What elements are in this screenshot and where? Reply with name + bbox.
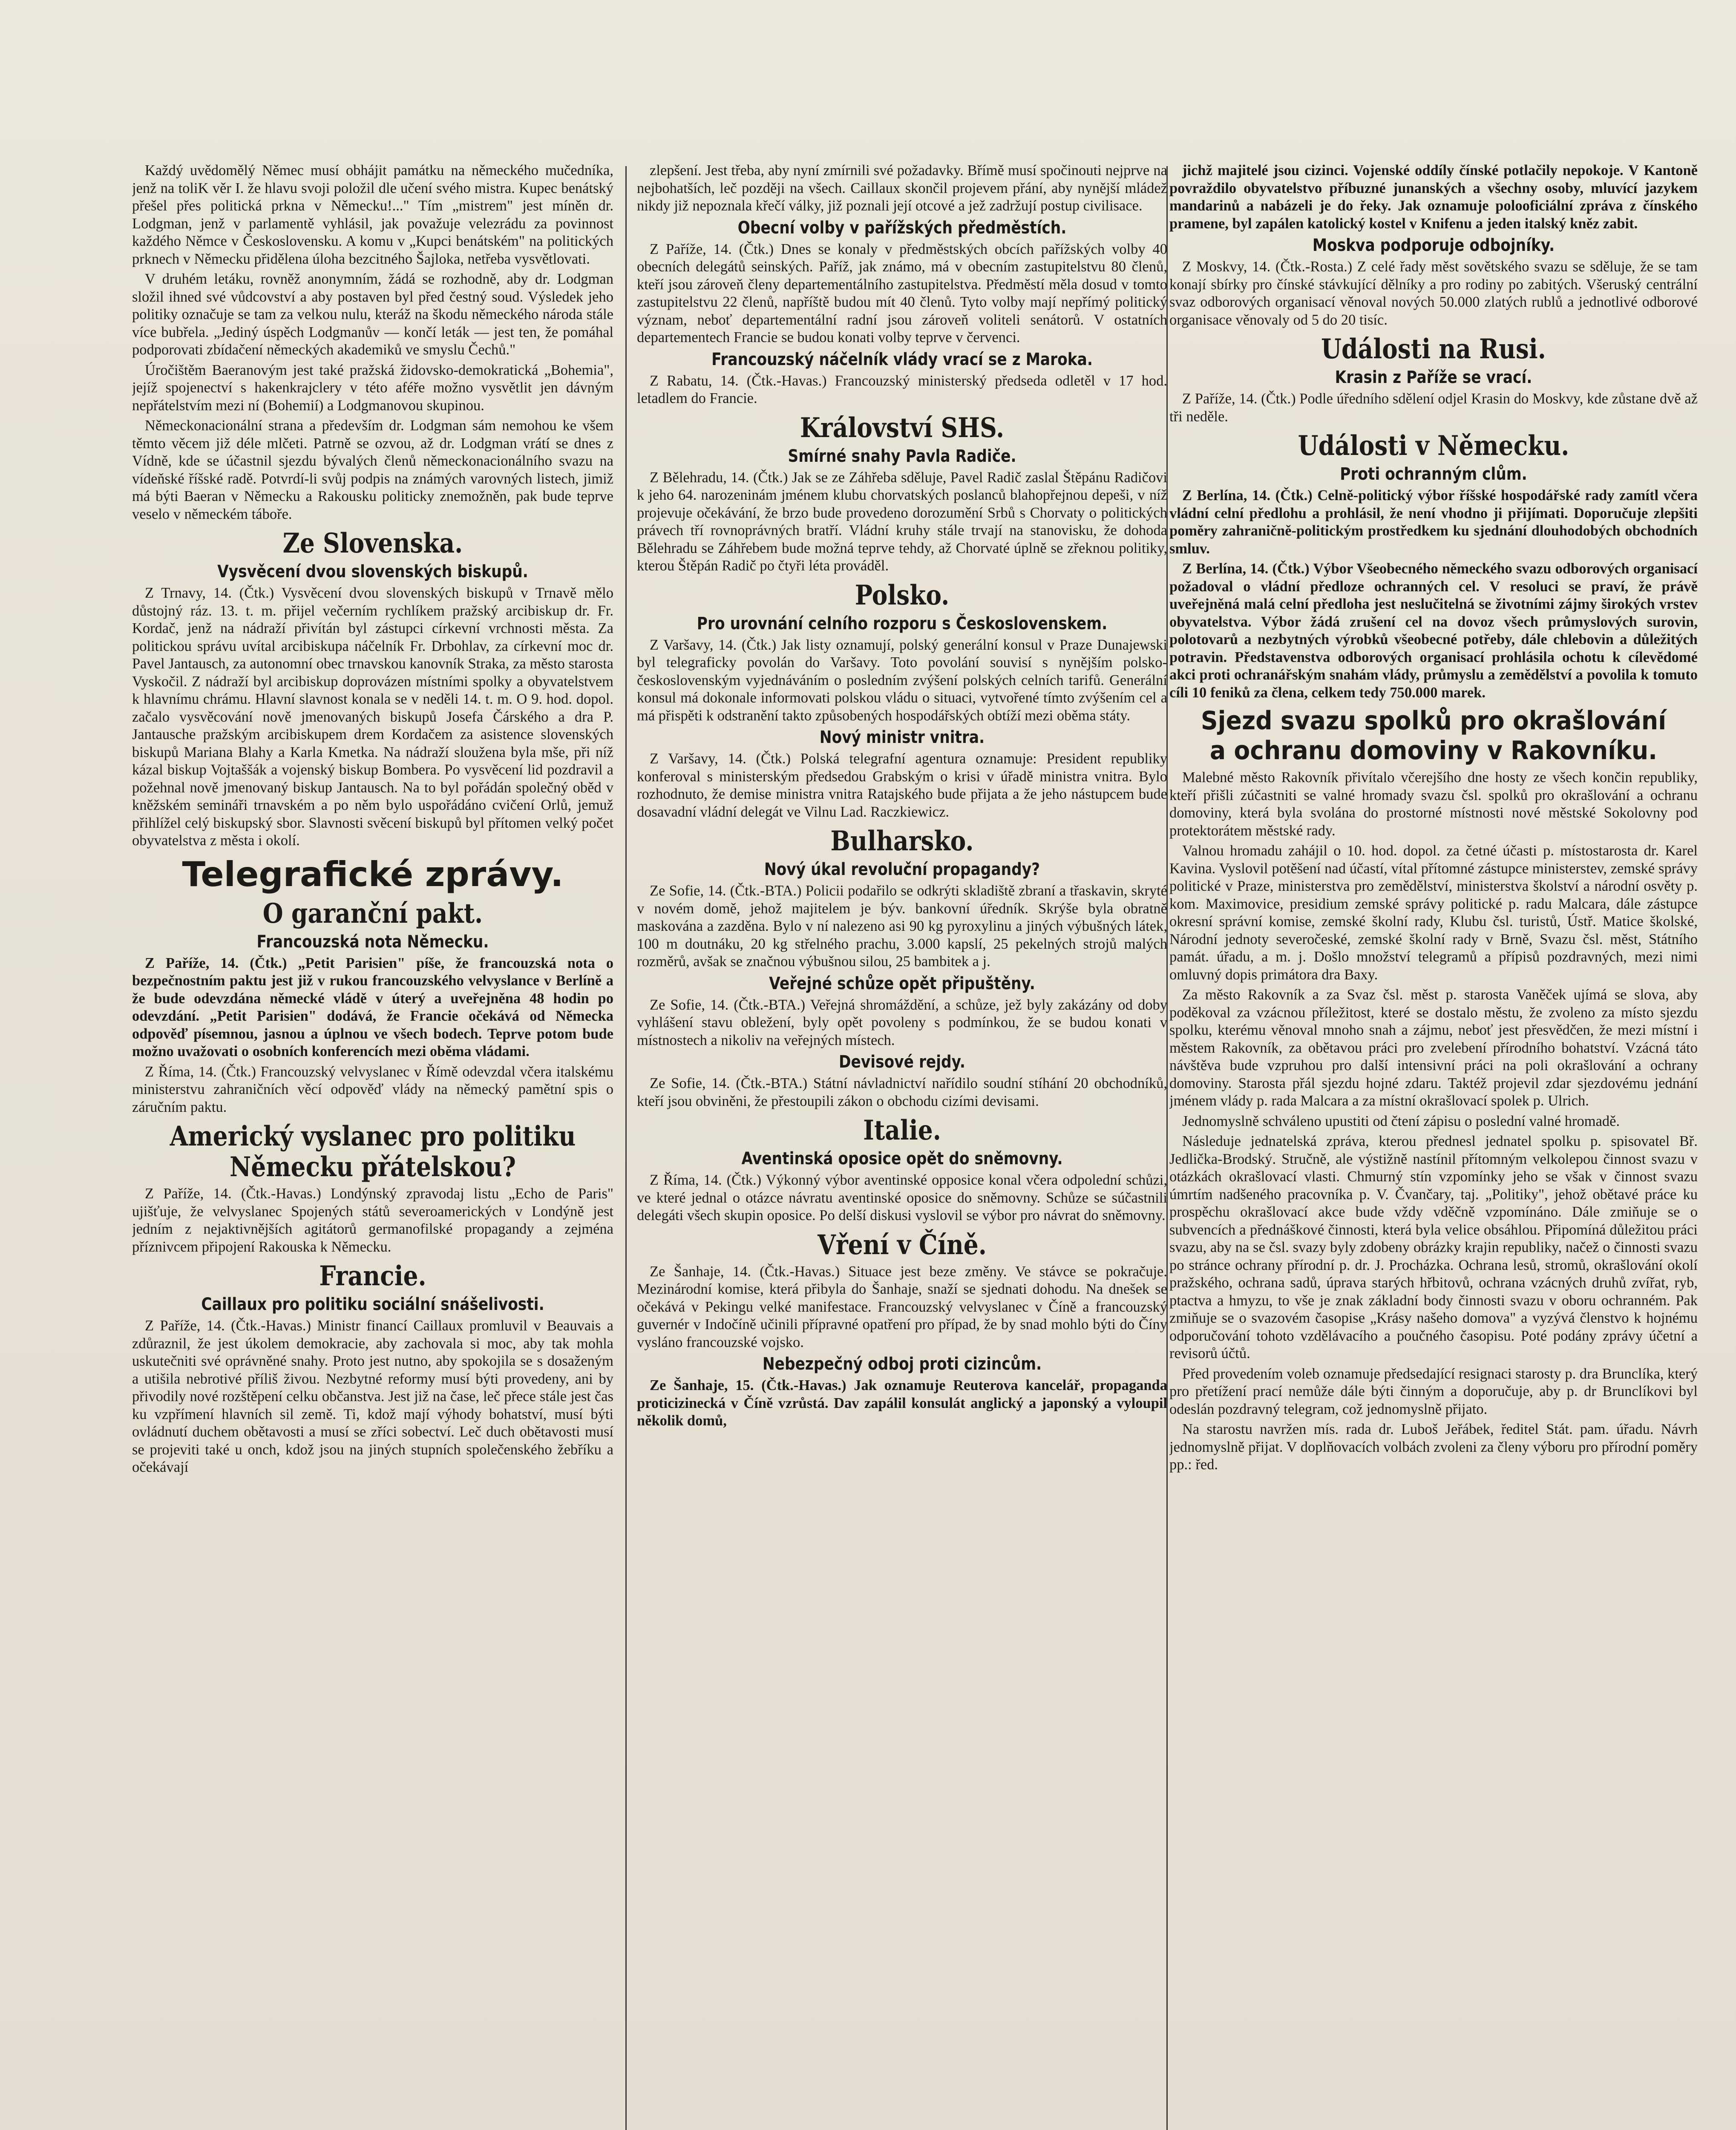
article-subheading: Nový ministr vnitra. (819, 728, 985, 747)
article-subheading: Aventinská oposice opět do sněmovny. (741, 1149, 1063, 1169)
section-heading: Italie. (863, 1114, 941, 1146)
article-subheading: Proti ochranným clům. (1340, 464, 1527, 484)
article-paragraph-bold: Z Paříže, 14. (Čtk.) „Petit Parisien" píše, že francouzská nota o bezpečnostním paktu jest již v rukou francouzského velvyslance v Berlíně a že bude odevzdána německé vládě v úterý a uveřejněna 48 hodin po odevzdání. „Petit Parisien" dodává, že Francie očekává od Německa odpověď písemnou, jasnou a úplnou ve všech bodech. Teprve potom bude možno uvažovati o osobních konferencích mezi oběma vládami. (132, 955, 613, 1059)
article-paragraph-bold: Z Berlína, 14. (Čtk.) Celně-politický výbor říšské hospodářské rady zamítl včera vládní celní předlohu a prohlásil, že není vhodno ji přijímati. Doporučuje zlepšiti poměry zahraničně-politickým prostředkem ku sjednání dlouhodobých obchodních smluv. (1169, 487, 1698, 557)
section-heading: Polsko. (855, 579, 950, 611)
column-1 (132, 162, 613, 2130)
article-paragraph: Z Paříže, 14. (Čtk.) Dnes se konaly v předměstských obcích pařížských volby 40 obecních delegátů seinských. Paříž, jak známo, má v obecním zastupitelstvu 80 členů, kteří jsou zároveň členy departementálního zastupitelstva. Předměstí měla dosud v tomto zastupitelstvu 22 členů, napříště budou mít 40 členů. Tyto volby mají nepřímý politický význam, neboť departementální radní jsou zároveň voliteli senátorů. V ostatních departementech Francie se budou konati volby teprve v červenci. (637, 241, 1167, 345)
article-paragraph: Z Varšavy, 14. (Čtk.) Jak listy oznamují, polský generální konsul v Praze Dunajewski byl telegraficky povolán do Varšavy. Toto povolání souvisí s nynějším polsko-československým vyjednáváním o posledním zvýšení polských celních tarifů. Generální konsul má dokonale informovati polskou vládu o situaci, vytvořené tímto zvýšením cel a má přispěti k odstranění takto způsobených hospodářských obtíží mezi oběma státy. (637, 636, 1167, 724)
article-subheading: Obecní volby v pařížských předměstích. (737, 218, 1067, 238)
article-paragraph: Z Říma, 14. (Čtk.) Výkonný výbor aventinské opposice konal včera odpolední schůzi, ve které jednal o otázce návratu aventinské oposice do sněmovny. Schůze se súčastnili delegáti všech skupin oposice. Po delší diskusi vyslovil se výbor pro návrat do sněmovny. (637, 1172, 1167, 1223)
section-heading: Bulharsko. (830, 825, 974, 857)
article-paragraph-bold: jichž majitelé jsou cizinci. Vojenské oddíly čínské potlačily nepokoje. V Kantoně povraždilo obyvatelstvo příbuzné junanských a všechny osoby, mluvící jazykem mandarinů a nabázeli je do řeky. Jak oznamuje polooficiální zpráva z čínského pramene, byl zapálen katolický kostel v Knifenu a jeden italský kněz zabit. (1169, 162, 1698, 232)
article-paragraph: Ze Sofie, 14. (Čtk.-BTA.) Policii podařilo se odkrýti skladiště zbraní a třaskavin, skryté v novém domě, jehož majitelem je býv. bankovní úředník. Skrýše byla obratně maskována a zazděna. Bylo v ní nalezeno asi 90 kg pyroxylinu a jiných výbušných látek, 100 m doutnáku, 20 kg střelného prachu, 3.000 kapslí, 25 pekelných strojů malých rozměrů, avšak se značnou výbušnou silou, 25 bambitek a j. (637, 883, 1167, 970)
article-paragraph: Malebné město Rakovník přivítalo včerejšího dne hosty ze všech končin republiky, kteří přišli zúčastniti se valné hromady svazu čsl. spolků pro okrašlování a ochranu domoviny, která byla svolána do prostorné místnosti nové městské Sokolovny pod protektorátem městské rady. (1169, 769, 1698, 839)
article-paragraph: Před provedením voleb oznamuje předsedající resignaci starosty p. dra Brunclíka, který pro přetížení prací nemůže dále býti činným a doporučuje, aby p. dr Brunclíkovi byl odeslán pozdravný telegram, což jednomyslně přijato. (1169, 1365, 1698, 1417)
article-subheading: Francouzský náčelník vlády vrací se z Maroka. (711, 349, 1093, 369)
article-paragraph: Z Bělehradu, 14. (Čtk.) Jak se ze Záhřeba sděluje, Pavel Radič zaslal Štěpánu Radičovi k jeho 64. narozeninám jménem klubu chorvatských poslanců blahopřejnou depeši, v níž projevuje očekávání, že brzo bude provedeno dorozumění Srbů s Chorvaty o politických právech tří rovnoprávných bratří. Vládní kruhy stále trvají na stanovisku, že dohoda Bělehradu se Záhřebem bude možná teprve tehdy, až Chorvaté úplně se zřeknou politiky, kterou Štěpán Radič po čtyři léta prováděl. (637, 469, 1167, 574)
article-paragraph: Každý uvědomělý Němec musí obhájit památku na německého mučedníka, jenž na toliK věr I. že hlavu svoji položil dle učení svého mistra. Kupec benátský přešel přes politická prkna v Německu!..." Tím „mistrem" jest míněn dr. Lodgman, jenž v parlamentě vyhlásil, jak považuje velezrádu za povinnost každého Němce v Československu. A komu v „Kupci benátském" na politických prknech v Německu přidělena úloha bezcitného Šajloka, netřeba vysvětlovati. (132, 162, 613, 267)
article-paragraph: Úročištěm Baeranovým jest také pražská židovsko-demokratická „Bohemia", jejíž spojenectví s hakenkrajclery v této aféře možno vysvětlit jen dávným nepřátelstvím mezi ní (Bohemií) a Lodgmanovou skupinou. (132, 362, 613, 414)
article-paragraph-bold: Ze Šanhaje, 15. (Čtk.-Havas.) Jak oznamuje Reuterova kancelář, propaganda proticizinecká v Číně vzrůstá. Dav zapálil konsulát anglický a japonský a vyloupil několik domů, (637, 1377, 1167, 1429)
article-paragraph: Z Paříže, 14. (Čtk.-Havas.) Ministr financí Caillaux promluvil v Beauvais a zdůraznil, že jest úkolem demokracie, aby zachovala si moc, aby tak mohla uskutečniti své oprávněné snahy. Proto jest nutno, aby spokojila se s dosaženým a utišila nebrotivé příliš živou. Nezbytné reformy musí býti provedeny, ani by přivodily nové rozštěpení celku občanstva. Jest již na čase, leč přece stále jest čas ku vzpřímení hlavních sil země. Ti, kdož mají výhody bohatství, musí býti ovládnutí duchem obětavosti a musí se zříci sobectví. Leč duch obětavosti musí se projeviti také u onch, kdož jsou na jiných stupních společenského žebříku a očekávají (132, 1318, 613, 1475)
section-title: Telegrafické zprávy. (182, 854, 564, 894)
article-subheading: Veřejné schůze opět připuštěny. (769, 973, 1035, 993)
section-heading: Ze Slovenska. (282, 527, 463, 559)
article-paragraph: Ze Sofie, 14. (Čtk.-BTA.) Veřejná shromáždění, a schůze, jež byly zakázány od doby vyhlášení stavu obležení, byly opět povoleny s podmínkou, že se budou konati v místnostech a nikoliv na veřejných místech. (637, 996, 1167, 1048)
article-paragraph: Ze Sofie, 14. (Čtk.-BTA.) Státní návladnictví nařídilo soudní stíhání 20 obchodníků, kteří jsou obviněni, že přestoupili zákon o obchodu cizími devisami. (637, 1075, 1167, 1109)
article-subheading: Devisové rejdy. (839, 1052, 965, 1072)
article-paragraph: Z Paříže, 14. (Čtk.) Podle úředního sdělení odjel Krasin do Moskvy, kde zůstane dvě až tři neděle. (1169, 391, 1698, 425)
section-heading: Americký vyslanec pro politiku Německu přátelskou? (170, 1120, 576, 1183)
article-paragraph: Z Trnavy, 14. (Čtk.) Vysvěcení dvou slovenských biskupů v Trnavě mělo důstojný ráz. 13. t. m. přijel večerním rychlíkem pražský arcibiskup dr. Fr. Kordač, jenž na nádraží přivítán byl zástupci církevní vrchnosti města. Za politickou správu uvítal arcibiskupa náčelník Fr. Drbohlav, za církevní moc dr. Pavel Jantausch, za autonomní obec trnavskou kanovník Straka, za město starosta Vyskočil. Z nádraží byl arcibiskup doprovázen místními spolky a obyvatelstvem k hlavnímu chrámu. Hlavní slavnost konala se v neděli 14. t. m. O 9. hod. dopol. začalo vysvěcování nově jmenovaných biskupů Josefa Čárského a dra P. Jantausche pražským arcibiskupem drem Kordačem za asistence slovenských biskupů Mariana Blahy a Karla Kmetka. Na nádraží sloužena byla mše, při níž kázal biskup Vojtaššák a vojenský biskup Bombera. Po vysvěcení lid pozdravil a požehnal nově jmenovaný biskup Jantausch. Na to byl pořádán společný oběd v kněžském semináři trnavském a po něm bylo uspořádáno cvičení Orlů, jemuž přihlížel celý biskupský sbor. Slavnosti svěcení biskupů byl přítomen velký počet obyvatelstva z města i okolí. (132, 585, 613, 849)
article-subheading: Caillaux pro politiku sociální snášelivosti. (201, 1295, 544, 1314)
article-subheading: Nebezpečný odboj proti cizincům. (762, 1354, 1042, 1374)
article-paragraph: Ze Šanhaje, 14. (Čtk.-Havas.) Situace jest beze změny. Ve stávce se pokračuje. Mezinárodní komise, která přibyla do Šanhaje, snaží se sjednati dohodu. Na dnešek se očekává v Pekingu velké manifestace. Francouzský velvyslanec v Číně a francouzský guvernér v Indočíně učinili přípravné opatření pro případ, že by snad mohlo býti do Číny vysláno francouzské vojsko. (637, 1263, 1167, 1350)
section-heading: Království SHS. (800, 412, 1005, 444)
article-paragraph: V druhém letáku, rovněž anonymním, žádá se rozhodně, aby dr. Lodgman složil ihned své vůdcovství a aby postaven byl před čestný soud. Výsledek jeho politiky označuje se tam za velkou nulu, kteráž na škodu německého národa stále více bubřela. „Jediný úspěch Lodgmanův — končí leták — jest ten, že pomáhal podporovati zbídačení německých akademiků ve smyslu Čechů." (132, 271, 613, 358)
article-paragraph: Z Paříže, 14. (Čtk.-Havas.) Londýnský zpravodaj listu „Echo de Paris" ujišťuje, že velvyslanec Spojených států severoamerických v Londýně jest jedním z nejaktivnějších agitátorů germanofilské propagandy a zejména příznivcem připojení Rakouska k Německu. (132, 1186, 613, 1255)
article-paragraph: Z Moskvy, 14. (Čtk.-Rosta.) Z celé řady měst sovětského svazu se sděluje, že se tam konají sbírky pro čínské stávkující dělníky a pro rodiny po zabitých. Všeruský centrální svaz odborových organisací věnoval nových 50.000 zlatých rublů a jednotlivé odborové organisace věnovaly od 5 do 20 tisíc. (1169, 259, 1698, 328)
article-paragraph: Jednomyslně schváleno upustiti od čtení zápisu o poslední valné hromadě. (1182, 1113, 1620, 1129)
article-paragraph: Za město Rakovník a za Svaz čsl. měst p. starosta Vaněček ujímá se slova, aby poděkoval za vzácnou příležitost, které se dostalo městu, že zvoleno za místo sjezdu spolku, kterému věnoval mnoho snah a zájmu, neboť jest přesvědčen, že mezi místní i městem Rakovník, za obětavou práci pro zvelebení přírodního bohatství. Vzácná táto návštěva bude vzpruhou pro další intensivní práci na poli okrašlování a ochrany domoviny. Starosta přál sjezdu hojné zdaru. Taktéž projevil zdar sjezdovému jednání jménem vlády p. rada Malcara a za místní okrašlovací spolek p. Ulrich. (1169, 987, 1698, 1109)
article-subheading: Francouzská nota Německu. (256, 932, 489, 952)
section-heading: Události na Rusi. (1321, 333, 1546, 365)
article-paragraph: Z Varšavy, 14. (Čtk.) Polská telegrafní agentura oznamuje: President republiky konferoval s ministerským předsedou Grabským o krisi v úřadě ministra vnitra. Bylo rozhodnuto, že demise ministra vnitra Ratajského bude přijata a že jeho nástupcem bude dosavadní vládní delegát ve Vilnu Lad. Raczkiewicz. (637, 751, 1167, 820)
article-subheading: Smírné snahy Pavla Radiče. (788, 446, 1016, 466)
column-3 (1169, 162, 1698, 2130)
article-headline: Sjezd svazu spolků pro okrašlování a ochranu domoviny v Rakovníku. (1201, 706, 1667, 766)
article-subheading: Krasin z Paříže se vrací. (1335, 368, 1532, 387)
column-rule (625, 166, 627, 2130)
article-subheading: Pro urovnání celního rozporu s Československem. (697, 613, 1108, 633)
article-paragraph: Následuje jednatelská zpráva, kterou přednesl jednatel spolku p. spisovatel Bř. Jedlička-Brodský. Stručně, ale výstižně nastínil přítomným velkolepou činnost svazu v otázkách okrašlovací vlasti. Chmurný stín vzpomínky jeho se však v činnost svazu úmrtím nadšeného pracovníka p. V. Čvančary, taj. „Politiky", jehož obětavé práce ku prospěchu okrašlovací akce bude vždy vděčně vzpomínáno. Dále zmiňuje se o subvencích a přednáškové činnosti, která byla velice obsáhlou. Připomíná důležitou práci svazu, aby na se čsl. svazy byly zdobeny obrázky krajin republiky, načež o činnosti svazu po stránce ochrany přírodní p. dr. J. Procházka. Ochrana lesů, stromů, okrašlování okolí pražského, ochrana sadů, úprava starých hřbitovů, ochrana vzácných druhů zvířat, ryb, ptactva a hmyzu, to vše je znak základní body činnosti svazu v oboru ochranném. Pak zmiňuje se o svazovém časopise „Krásy našeho domova" a vyzývá členstvo k hojnému odporučování tohoto vzdělávacího a poučného časopisu. Poté podány zprávy účetní a revisorů účtů. (1169, 1133, 1698, 1361)
article-paragraph: Na starostu navržen mís. rada dr. Luboš Jeřábek, ředitel Stát. pam. úřadu. Návrh jednomyslně přijat. V doplňovacích volbách zvoleni za členy výboru pro přírodní poměry pp.: řed. (1169, 1421, 1698, 1473)
article-subheading: Nový úkal revoluční propagandy? (764, 860, 1040, 879)
section-heading: O garanční pakt. (262, 897, 483, 930)
article-subheading: Vysvěcení dvou slovenských biskupů. (217, 562, 528, 581)
article-subheading: Moskva podporuje odbojníky. (1312, 236, 1555, 255)
section-heading: Francie. (319, 1260, 426, 1292)
section-heading: Události v Německu. (1298, 430, 1569, 462)
section-heading: Vření v Číně. (818, 1229, 987, 1261)
article-paragraph-bold: Z Berlína, 14. (Čtk.) Výbor Všeobecného německého svazu odborových organisací požadoval o vládní předloze ochranných cel. V resoluci se praví, že právě uveřejněná malá celní předloha jest neslučitelná se životními zájmy širokých vrstev obyvatelstva. Výbor žádá zrušení cel na dovoz všech průmyslových surovin, polotovarů a nezbytných výrobků všeobecné potřeby, dále chlebovin a důležitých potravin. Představenstva odborových organisací prohlásila ochotu k cílevědomé akci proti ochranářským snahám vlády, průmyslu a zemědělství a povolila k tomuto cíli 10 feniků za člena, celkem tedy 750.000 marek. (1169, 561, 1698, 701)
column-2 (637, 162, 1167, 2130)
article-paragraph: Německonacionální strana a především dr. Lodgman sám nemohou ke všem těmto věcem již déle mlčeti. Patrně se ozvou, až dr. Lodgman vrátí se dnes z Vídně, kde se účastnil sjezdu bývalých členů německonacionálního svazu na vídeňské říšské radě. Potvrdí-li svůj podpis na známých varovných listech, jimiž má býti Baeran v Německu a Rakousku politicky znemožněn, pak bude teprve veselo v německém táboře. (132, 417, 613, 522)
article-paragraph: Z Říma, 14. (Čtk.) Francouzský velvyslanec v Římě odevzdal včera italskému ministerstvu zahraničních věcí odpověď vlády na německý pamětní spis o záručním paktu. (132, 1063, 613, 1115)
article-paragraph: zlepšení. Jest třeba, aby nyní zmírnili své požadavky. Břímě musí spočinouti nejprve na nejbohatších, leč později na všech. Caillaux skončil projevem přání, aby nynější mládež nikdy již nepoznala křečí války, již poznali její otcové a jež zadržují postup civilisace. (637, 162, 1167, 214)
article-paragraph: Valnou hromadu zahájil o 10. hod. dopol. za četné účasti p. místostarosta dr. Karel Kavina. Vyslovil potěšení nad účastí, vítal přítomné zástupce ministerstev, zemské správy politické v Praze, ministerstva pro zemědělství, ministerstva školství a národní osvěty p. kom. Maximovice, presidium zemské správy politické p. radu Malcara, dále zástupce okresní správní komise, zemské školní rady, Klubu čsl. turistů, Ústř. Matice školské, Národní jednoty severočeské, zemské školní rady v Brně, Svazu čsl. měst, Státního památ. úřadu, a m. j. Došlo množství telegramů a přípisů pozdravných, mezi nimi omluvný dopis primátora dra Baxy. (1169, 843, 1698, 983)
article-paragraph: Z Rabatu, 14. (Čtk.-Havas.) Francouzský ministerský předseda odletěl v 17 hod. letadlem do Francie. (637, 372, 1167, 406)
